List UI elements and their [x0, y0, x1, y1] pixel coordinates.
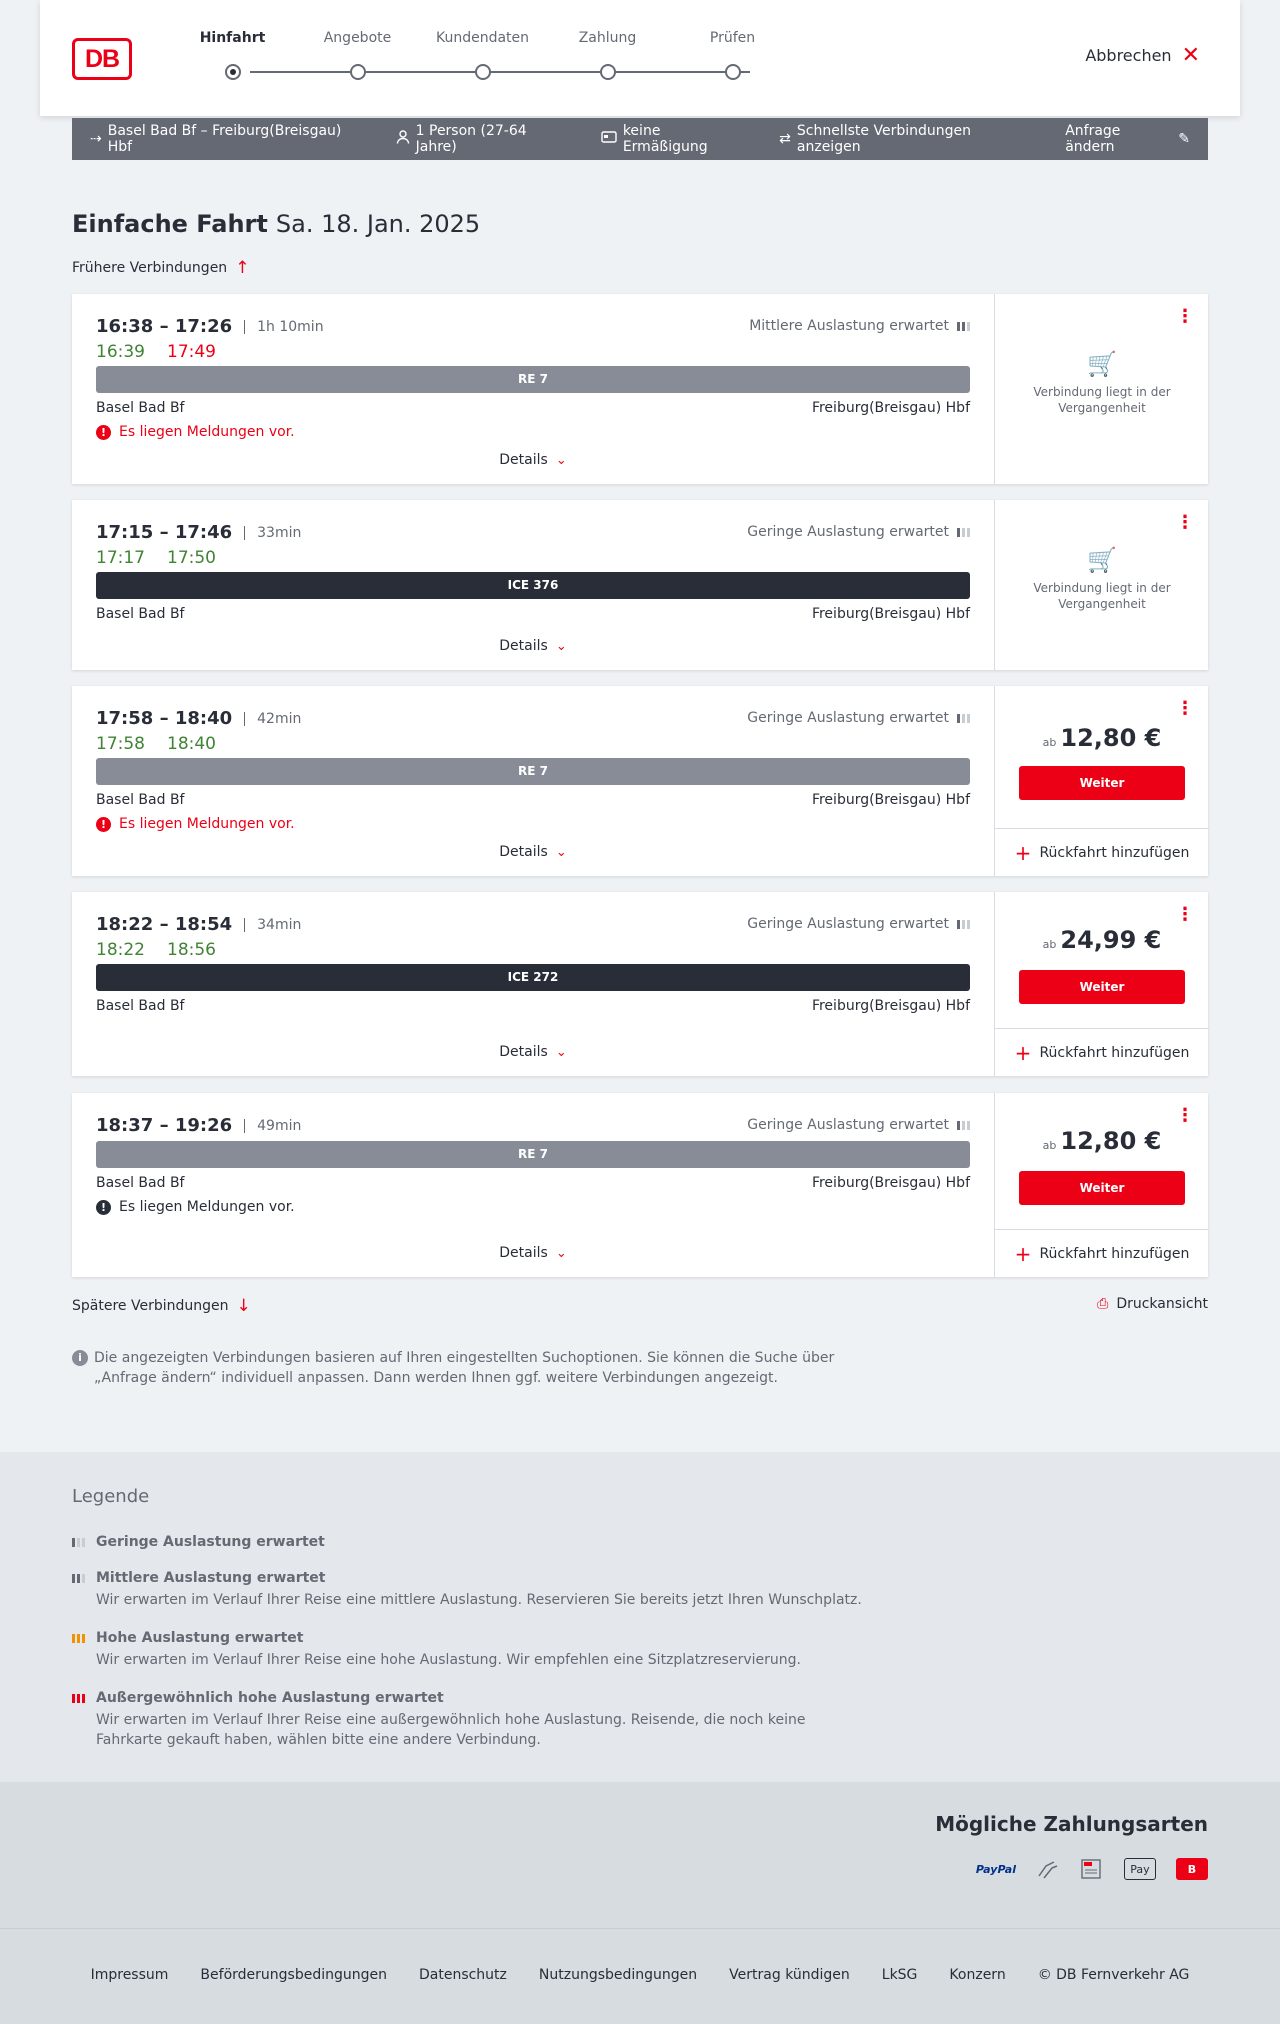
- step-label: Angebote: [323, 30, 392, 46]
- person-icon: [396, 130, 410, 148]
- plus-icon: +: [1014, 840, 1032, 865]
- info-text: Die angezeigten Verbindungen basieren auf Ihren eingestellten Suchoptionen. Sie können die Suche über „Anfrage ändern“ individuell anpassen. Dann werden Ihnen ggf. weitere Verbindungen angezeigt.: [94, 1350, 835, 1386]
- progress-steps: [170, 30, 810, 90]
- duration: 34min: [244, 918, 301, 932]
- continue-button[interactable]: Weiter: [1019, 766, 1185, 800]
- connection-card: [72, 892, 1208, 1076]
- summary-route: [90, 123, 362, 155]
- earlier-connections-link[interactable]: [72, 258, 249, 278]
- planned-times: 17:15 – 17:46: [96, 522, 233, 543]
- payment-icons: [976, 1858, 1208, 1880]
- message-text: Es liegen Meldungen vor.: [119, 816, 295, 832]
- past-text: Verbindung liegt in der Vergangenheit: [1033, 385, 1171, 415]
- summary-fastest-text: Schnellste Verbindungen anzeigen: [796, 123, 971, 155]
- details-toggle[interactable]: [72, 844, 994, 860]
- cart-unavailable-icon: 🛒: [1087, 546, 1117, 574]
- chevron-down-icon: ⌄: [555, 453, 567, 468]
- continue-button[interactable]: Weiter: [1019, 970, 1185, 1004]
- legend-title: Legende: [72, 1486, 150, 1507]
- more-options-icon[interactable]: ⋮: [1176, 512, 1194, 533]
- disruption-message: [96, 1199, 295, 1215]
- step-zahlung[interactable]: [545, 30, 670, 80]
- occupancy-text: Geringe Auslastung erwartet: [747, 916, 949, 932]
- change-request-label: Anfrage ändern: [1065, 123, 1121, 155]
- connection-card: [72, 500, 1208, 670]
- step-kundendaten[interactable]: [420, 30, 545, 80]
- summary-route-text: Basel Bad Bf – Freiburg(Breisgau) Hbf: [107, 123, 342, 155]
- offer-panel: [994, 1093, 1208, 1277]
- summary-discount: [601, 123, 745, 155]
- occupancy-low-icon: [957, 1121, 970, 1130]
- footer-link-vertrag-kuendigen[interactable]: Vertrag kündigen: [729, 1967, 850, 1983]
- realtime-departure: 16:39: [96, 342, 145, 362]
- realtime-arrival: 17:49: [167, 342, 216, 362]
- legend-item-medium: [72, 1570, 872, 1610]
- later-label: Spätere Verbindungen: [72, 1298, 229, 1314]
- realtime-times: [96, 548, 216, 568]
- price-prefix: ab: [1042, 1139, 1057, 1152]
- add-return-button[interactable]: [995, 828, 1209, 876]
- step-label: Zahlung: [578, 30, 637, 46]
- realtime-departure: 18:22: [96, 940, 145, 960]
- info-icon: i: [72, 1350, 88, 1366]
- occupancy-low-icon: [72, 1538, 88, 1547]
- connection-info[interactable]: [72, 294, 994, 484]
- realtime-departure: 17:17: [96, 548, 145, 568]
- apple-pay-icon: Pay: [1124, 1858, 1156, 1880]
- realtime-arrival: 18:56: [167, 940, 216, 960]
- occupancy-low-icon: [957, 528, 970, 537]
- train-bar[interactable]: RE 7: [96, 758, 970, 785]
- more-options-icon[interactable]: ⋮: [1176, 698, 1194, 719]
- train-bar[interactable]: ICE 376: [96, 572, 970, 599]
- add-return-label: Rückfahrt hinzufügen: [1039, 1245, 1190, 1262]
- price-value: 12,80 €: [1060, 724, 1162, 752]
- more-options-icon[interactable]: ⋮: [1176, 1105, 1194, 1126]
- occupancy-info: [747, 524, 970, 540]
- search-info-note: [72, 1348, 862, 1388]
- step-label: Kundendaten: [435, 30, 530, 46]
- connection-card: [72, 294, 1208, 484]
- summary-fastest[interactable]: [779, 123, 1031, 155]
- arrow-down-icon: ↓: [236, 1296, 251, 1316]
- departure-station: Basel Bad Bf: [96, 606, 185, 622]
- occupancy-info: [747, 1117, 970, 1133]
- departure-station: Basel Bad Bf: [96, 998, 185, 1014]
- details-toggle[interactable]: [72, 1044, 994, 1060]
- arrival-station: Freiburg(Breisgau) Hbf: [811, 792, 970, 808]
- alert-icon: !: [96, 1200, 111, 1215]
- connection-info[interactable]: [72, 500, 994, 670]
- occupancy-text: Geringe Auslastung erwartet: [747, 710, 949, 726]
- past-connection-note: [995, 546, 1209, 612]
- price-value: 24,99 €: [1060, 926, 1162, 954]
- planned-times: 16:38 – 17:26: [96, 316, 233, 337]
- connection-times: [96, 316, 324, 337]
- arrival-station: Freiburg(Breisgau) Hbf: [811, 606, 970, 622]
- details-label: Details: [499, 1044, 548, 1060]
- connection-card: [72, 1093, 1208, 1277]
- disruption-message: [96, 424, 295, 440]
- plus-icon: +: [1014, 1040, 1032, 1065]
- step-dot: [350, 64, 366, 80]
- duration: 33min: [244, 526, 301, 540]
- occupancy-low-icon: [957, 920, 970, 929]
- change-request-button[interactable]: [1065, 123, 1190, 155]
- summary-persons: [396, 123, 567, 155]
- legend-item-title: Außergewöhnlich hohe Auslastung erwartet: [96, 1690, 444, 1706]
- paypal-icon: PayPal: [975, 1862, 1016, 1876]
- sepa-icon: [1080, 1858, 1104, 1880]
- occupancy-text: Mittlere Auslastung erwartet: [749, 318, 949, 334]
- footer-link-datenschutz[interactable]: Datenschutz: [418, 1967, 507, 1983]
- more-options-icon[interactable]: ⋮: [1176, 306, 1194, 327]
- connection-info[interactable]: [72, 892, 994, 1076]
- price-prefix: ab: [1042, 938, 1057, 951]
- planned-times: 18:22 – 18:54: [96, 914, 233, 935]
- earlier-label: Frühere Verbindungen: [72, 260, 228, 276]
- occupancy-info: [747, 916, 970, 932]
- pencil-icon: ✎: [1178, 131, 1190, 147]
- footer: [0, 1928, 1280, 2024]
- legend-item-low: [72, 1534, 872, 1550]
- step-dot: [600, 64, 616, 80]
- realtime-times: [96, 342, 216, 362]
- step-dot: [475, 64, 491, 80]
- cart-unavailable-icon: 🛒: [1087, 350, 1117, 378]
- legend-item-desc: Wir erwarten im Verlauf Ihrer Reise eine mittlere Auslastung. Reservieren Sie bereits jetzt Ihren Wunschplatz.: [96, 1592, 862, 1608]
- departure-station: Basel Bad Bf: [96, 400, 185, 416]
- price: [995, 1127, 1209, 1155]
- realtime-times: [96, 940, 216, 960]
- disruption-message: [96, 816, 295, 832]
- connection-times: [96, 914, 301, 935]
- arrival-station: Freiburg(Breisgau) Hbf: [811, 1175, 970, 1191]
- connection-times: [96, 522, 301, 543]
- legend-item-desc: Wir erwarten im Verlauf Ihrer Reise eine außergewöhnlich hohe Auslastung. Reisende, die noch keine Fahrkarte gekauft haben, wählen bitte eine andere Verbindung.: [96, 1712, 806, 1748]
- price-value: 12,80 €: [1060, 1127, 1162, 1155]
- step-label: Hinfahrt: [199, 30, 266, 46]
- summary-discount-text: keine Ermäßigung: [622, 123, 708, 155]
- connection-info[interactable]: [72, 1093, 994, 1277]
- offer-panel: [994, 294, 1208, 484]
- add-return-label: Rückfahrt hinzufügen: [1039, 1044, 1190, 1061]
- search-summary-bar: [72, 118, 1208, 160]
- cancel-button[interactable]: [1085, 42, 1200, 68]
- step-hinfahrt[interactable]: [170, 30, 295, 80]
- footer-link-impressum[interactable]: Impressum: [90, 1967, 169, 1983]
- bahncard-icon: [601, 131, 617, 147]
- legend-item-title: Geringe Auslastung erwartet: [96, 1534, 325, 1550]
- past-connection-note: [995, 350, 1209, 416]
- payment-methods-section: [0, 1782, 1280, 1928]
- message-text: Es liegen Meldungen vor.: [119, 1199, 295, 1215]
- step-pruefen[interactable]: [670, 30, 795, 80]
- price: [995, 926, 1209, 954]
- connection-times: [96, 1115, 301, 1136]
- alert-icon: !: [96, 817, 111, 832]
- footer-link-konzern[interactable]: Konzern: [949, 1967, 1006, 1983]
- later-connections-link[interactable]: [72, 1296, 251, 1316]
- print-view-link[interactable]: [1097, 1296, 1208, 1312]
- footer-link-nutzungsbedingungen[interactable]: Nutzungsbedingungen: [538, 1967, 698, 1983]
- printer-icon: ⎙: [1097, 1296, 1109, 1312]
- step-angebote[interactable]: [295, 30, 420, 80]
- plus-icon: +: [1014, 1241, 1032, 1266]
- train-bar[interactable]: RE 7: [96, 366, 970, 393]
- add-return-button[interactable]: [995, 1028, 1209, 1076]
- trip-type: Einfache Fahrt: [72, 210, 268, 238]
- details-label: Details: [499, 844, 548, 860]
- details-label: Details: [499, 1245, 548, 1261]
- card-hand-icon: [1036, 1858, 1060, 1880]
- train-bar[interactable]: RE 7: [96, 1141, 970, 1168]
- close-icon: ✕: [1181, 42, 1200, 68]
- arrival-station: Freiburg(Breisgau) Hbf: [811, 998, 970, 1014]
- occupancy-low-icon: [957, 714, 970, 723]
- price-prefix: ab: [1042, 736, 1057, 749]
- step-dot: [225, 64, 241, 80]
- footer-link-lksg[interactable]: LkSG: [881, 1967, 918, 1983]
- summary-persons-text: 1 Person (27-64 Jahre): [415, 123, 527, 155]
- legend-item-high: [72, 1630, 872, 1670]
- legend-item-title: Mittlere Auslastung erwartet: [96, 1570, 326, 1586]
- legend-item-desc: Wir erwarten im Verlauf Ihrer Reise eine hohe Auslastung. Wir empfehlen eine Sitzplatzreservierung.: [96, 1652, 801, 1668]
- chevron-down-icon: ⌄: [555, 1045, 567, 1060]
- connection-times: [96, 708, 301, 729]
- offer-panel: [994, 892, 1208, 1076]
- occupancy-medium-icon: [72, 1574, 88, 1583]
- footer-links: [0, 1967, 1280, 1983]
- past-text: Verbindung liegt in der Vergangenheit: [1033, 581, 1171, 611]
- occupancy-text: Geringe Auslastung erwartet: [747, 1117, 949, 1133]
- occupancy-text: Geringe Auslastung erwartet: [747, 524, 949, 540]
- departure-station: Basel Bad Bf: [96, 792, 185, 808]
- realtime-departure: 17:58: [96, 734, 145, 754]
- realtime-times: [96, 734, 216, 754]
- occupancy-very-high-icon: [72, 1694, 88, 1703]
- chevron-down-icon: ⌄: [555, 639, 567, 654]
- print-label: Druckansicht: [1116, 1296, 1208, 1312]
- alert-icon: !: [96, 425, 111, 440]
- offer-panel: [994, 500, 1208, 670]
- booking-header: [40, 0, 1240, 116]
- add-return-button[interactable]: [995, 1229, 1209, 1277]
- db-logo[interactable]: DB: [72, 38, 132, 80]
- legend-item-very-high: [72, 1690, 872, 1750]
- details-toggle[interactable]: [72, 452, 994, 468]
- details-label: Details: [499, 638, 548, 654]
- footer-link-befoerderungsbedingungen[interactable]: Beförderungsbedingungen: [200, 1967, 387, 1983]
- price: [995, 724, 1209, 752]
- legend-item-title: Hohe Auslastung erwartet: [96, 1630, 304, 1646]
- planned-times: 18:37 – 19:26: [96, 1115, 233, 1136]
- arrow-up-icon: ↑: [235, 258, 250, 278]
- add-return-label: Rückfahrt hinzufügen: [1039, 844, 1190, 861]
- connection-info[interactable]: [72, 686, 994, 876]
- cancel-label: Abbrechen: [1085, 46, 1172, 65]
- train-bar[interactable]: ICE 272: [96, 964, 970, 991]
- offer-panel: [994, 686, 1208, 876]
- continue-button[interactable]: Weiter: [1019, 1171, 1185, 1205]
- occupancy-high-icon: [72, 1634, 88, 1643]
- details-toggle[interactable]: [72, 638, 994, 654]
- chevron-down-icon: ⌄: [555, 1246, 567, 1261]
- page-title: [72, 210, 480, 238]
- legend-section: [0, 1452, 1280, 1782]
- connection-card: [72, 686, 1208, 876]
- realtime-arrival: 17:50: [167, 548, 216, 568]
- payment-methods-title: Mögliche Zahlungsarten: [935, 1812, 1208, 1836]
- duration: 49min: [244, 1119, 301, 1133]
- step-dot: [725, 64, 741, 80]
- db-payment-icon: B: [1176, 1858, 1208, 1880]
- planned-times: 17:58 – 18:40: [96, 708, 233, 729]
- duration: 1h 10min: [244, 320, 323, 334]
- message-text: Es liegen Meldungen vor.: [119, 424, 295, 440]
- route-arrow-icon: ⇢: [90, 131, 102, 147]
- arrival-station: Freiburg(Breisgau) Hbf: [811, 400, 970, 416]
- step-label: Prüfen: [709, 30, 756, 46]
- footer-copyright: © DB Fernverkehr AG: [1037, 1967, 1190, 1983]
- occupancy-info: [747, 710, 970, 726]
- more-options-icon[interactable]: ⋮: [1176, 904, 1194, 925]
- chevron-down-icon: ⌄: [555, 845, 567, 860]
- trip-date: Sa. 18. Jan. 2025: [275, 210, 481, 238]
- details-label: Details: [499, 452, 548, 468]
- occupancy-info: [749, 318, 970, 334]
- details-toggle[interactable]: [72, 1245, 994, 1261]
- realtime-arrival: 18:40: [167, 734, 216, 754]
- departure-station: Basel Bad Bf: [96, 1175, 185, 1191]
- occupancy-medium-icon: [957, 322, 970, 331]
- filter-icon: ⇄: [779, 131, 791, 147]
- duration: 42min: [244, 712, 301, 726]
